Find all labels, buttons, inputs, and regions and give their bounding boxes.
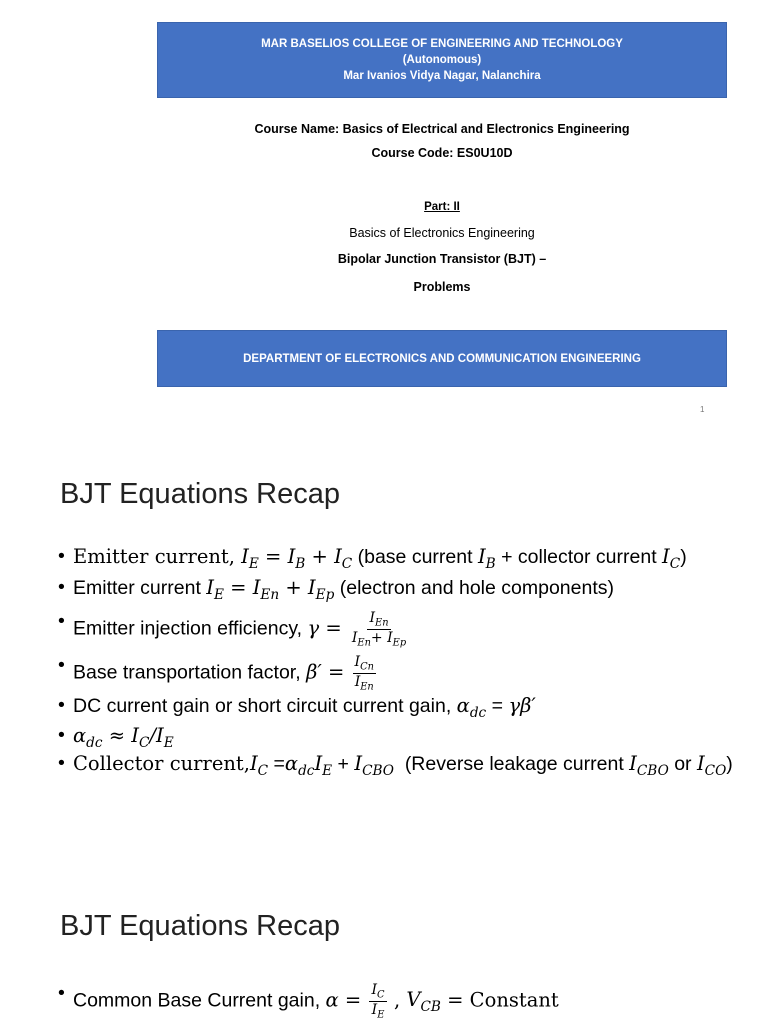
course-code: Course Code: ES0U10D: [371, 146, 513, 160]
slide-title: BJT Equations Recap: [60, 478, 340, 510]
college-address: Mar Ivanios Vidya Nagar, Nalanchira: [343, 70, 541, 82]
list-item: • Emitter current $I_E = I_{En} + I_{Ep}$ (electron and hole components): [58, 576, 738, 610]
list-item: • $\alpha_{dc} \approx I_C/I_E$: [58, 724, 738, 752]
part-label: Part: II: [424, 201, 460, 213]
department-name: DEPARTMENT OF ELECTRONICS AND COMMUNICATION ENGINEERING: [243, 352, 641, 365]
topic-line-1: Bipolar Junction Transistor (BJT) –: [337, 252, 547, 266]
alpha-fraction: $\frac{I_C}{I_E}$: [371, 982, 385, 1021]
list-item: • Base transportation factor, β′ = $\frac{I_{Cn}}{I_{En}}$: [58, 654, 738, 694]
topic-line-2: Problems: [413, 280, 471, 294]
department-banner: [157, 330, 727, 387]
course-name: Course Name: Basics of Electrical and Electronics Engineering: [254, 122, 630, 136]
slide-title: BJT Equations Recap: [60, 910, 340, 942]
autonomous-label: (Autonomous): [402, 54, 482, 66]
list-item: • DC current gain or short circuit current gain, $\alpha_{dc} = \gamma\beta'$: [58, 694, 738, 724]
list-item: • Common Base Current gain, α = $\frac{I_C}{I_E}$ , $V_{CB}$ = Constant: [58, 982, 738, 1020]
list-item: • Emitter injection efficiency, γ = $\frac{I_{En}}{I_{En}+ I_{Ep}}$: [58, 610, 738, 654]
college-banner: [157, 22, 727, 98]
title-slide: [0, 0, 768, 430]
beta-fraction: $\frac{I_{Cn}}{I_{En}}$: [354, 654, 374, 693]
page-number: 1: [700, 405, 705, 414]
equations-slide-2: [0, 860, 768, 1024]
list-item: • Collector $current,I_C =\alpha_{dc}I_E + I_{CBO}$ (Reverse leakage current $I_{CBO}$ or $I_{CO}$): [58, 752, 738, 779]
equations-slide: [0, 430, 768, 860]
list-item: • Emitter current, $I_E = I_B + I_C$ (base current $I_B$ + collector current $I_C$): [58, 545, 738, 576]
gamma-fraction: $\frac{I_{En}}{I_{En}+ I_{Ep}}$: [351, 610, 407, 649]
college-name: MAR BASELIOS COLLEGE OF ENGINEERING AND TECHNOLOGY: [261, 38, 623, 50]
subject-label: Basics of Electronics Engineering: [349, 226, 535, 240]
equation-list: [58, 982, 738, 1020]
equation-list: [58, 545, 738, 779]
